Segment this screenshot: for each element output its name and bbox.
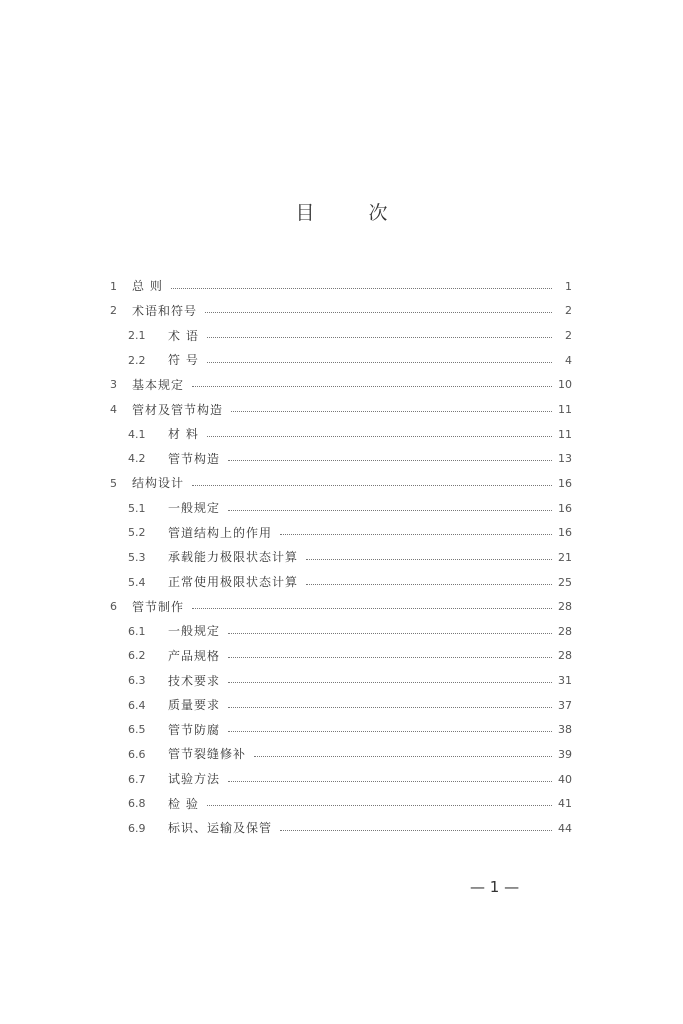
dot-leader: [228, 781, 552, 782]
toc-entry[interactable]: [110, 570, 572, 595]
toc-entry-page: 16: [558, 526, 572, 540]
toc-entry-page: 10: [558, 378, 572, 392]
dot-leader: [254, 756, 552, 757]
toc-entry[interactable]: [110, 299, 572, 324]
toc-entry-page: 1: [565, 279, 572, 293]
toc-entry-page: 16: [558, 501, 572, 515]
toc-entry-page: 40: [558, 772, 572, 786]
dot-leader: [228, 707, 552, 708]
toc-entry[interactable]: [110, 373, 572, 398]
dot-leader: [228, 510, 552, 511]
dot-leader: [207, 337, 552, 338]
toc-entry-number: 5: [110, 476, 117, 490]
toc-entry[interactable]: [110, 446, 572, 471]
toc-entry-label: 符 号: [168, 353, 199, 368]
toc-entry-page: 28: [558, 649, 572, 663]
toc-entry-number: 6.2: [128, 649, 146, 663]
toc-entry-label: 术 语: [168, 328, 199, 343]
page-title: 目 次: [295, 202, 412, 224]
dot-leader: [192, 386, 552, 387]
dot-leader: [192, 485, 552, 486]
dot-leader: [228, 633, 552, 634]
toc-entry[interactable]: [110, 323, 572, 348]
toc-entry-number: 5.4: [128, 575, 146, 589]
toc-entry[interactable]: [110, 718, 572, 743]
toc-entry-page: 13: [558, 452, 572, 466]
toc-entry[interactable]: [110, 545, 572, 570]
toc-entry-label: 检 验: [168, 796, 199, 811]
toc-entry-label: 总 则: [132, 279, 163, 294]
toc-entry-page: 4: [565, 353, 572, 367]
toc-entry[interactable]: [110, 644, 572, 669]
toc-entry-label: 管节防腐: [168, 722, 221, 737]
toc-entry-number: 5.3: [128, 550, 146, 564]
toc-entry-page: 28: [558, 624, 572, 638]
toc-entry-label: 一般规定: [168, 501, 221, 516]
dot-leader: [228, 682, 552, 683]
toc-entry-label: 术语和符号: [132, 303, 198, 318]
toc-entry-number: 2: [110, 304, 117, 318]
dot-leader: [228, 731, 552, 732]
toc-entry[interactable]: [110, 397, 572, 422]
dot-leader: [205, 312, 552, 313]
dot-leader: [306, 584, 552, 585]
toc-entry-number: 5.1: [128, 501, 146, 515]
toc-entry-number: 3: [110, 378, 117, 392]
toc-entry-page: 21: [558, 550, 572, 564]
dot-leader: [192, 608, 552, 609]
toc-entry[interactable]: [110, 791, 572, 816]
toc-entry-label: 试验方法: [168, 772, 221, 787]
toc-entry-number: 1: [110, 279, 117, 293]
dot-leader: [228, 460, 552, 461]
toc-entry[interactable]: [110, 496, 572, 521]
toc-entry-page: 28: [558, 600, 572, 614]
toc-entry[interactable]: [110, 520, 572, 545]
toc-entry-number: 4.1: [128, 427, 146, 441]
toc-entry-page: 2: [565, 329, 572, 343]
toc-entry[interactable]: [110, 594, 572, 619]
toc-entry-page: 2: [565, 304, 572, 318]
toc-entry-number: 6.6: [128, 747, 146, 761]
dot-leader: [280, 534, 552, 535]
toc-entry[interactable]: [110, 767, 572, 792]
toc-entry-page: 37: [558, 698, 572, 712]
toc-entry-label: 管节制作: [132, 599, 185, 614]
toc-entry-number: 4: [110, 403, 117, 417]
toc-entry-page: 38: [558, 723, 572, 737]
toc-entry[interactable]: [110, 619, 572, 644]
toc-entry-number: 6.8: [128, 797, 146, 811]
toc-entry-number: 2.2: [128, 353, 146, 367]
toc-entry-label: 标识、运输及保管: [168, 821, 273, 836]
dot-leader: [306, 559, 552, 560]
dot-leader: [207, 362, 552, 363]
toc-entry-number: 6.5: [128, 723, 146, 737]
toc-entry-number: 6.7: [128, 772, 146, 786]
dot-leader: [207, 805, 552, 806]
toc-entry-number: 2.1: [128, 329, 146, 343]
toc-entry-page: 25: [558, 575, 572, 589]
toc-entry-page: 11: [558, 427, 572, 441]
toc-entry-page: 31: [558, 674, 572, 688]
toc-entry-label: 承载能力极限状态计算: [168, 550, 299, 565]
toc-entry-number: 6.3: [128, 674, 146, 688]
toc-entry-label: 技术要求: [168, 673, 221, 688]
toc-entry-label: 基本规定: [132, 377, 185, 392]
toc-entry-number: 6.9: [128, 821, 146, 835]
toc-entry[interactable]: [110, 742, 572, 767]
toc-entry-label: 正常使用极限状态计算: [168, 575, 299, 589]
toc-entry[interactable]: [110, 668, 572, 693]
dot-leader: [231, 411, 552, 412]
toc-entry-label: 产品规格: [168, 648, 221, 663]
dot-leader: [171, 288, 552, 289]
toc-entry[interactable]: [110, 816, 572, 841]
toc-entry-page: 44: [558, 821, 572, 835]
dot-leader: [207, 436, 552, 437]
toc-entry-label: 质量要求: [168, 698, 221, 713]
toc-entry[interactable]: [110, 471, 572, 496]
dot-leader: [228, 657, 552, 658]
toc-entry-page: 16: [558, 476, 572, 490]
toc-entry-label: 材 料: [168, 427, 199, 442]
toc-entry-number: 6.4: [128, 698, 146, 712]
dot-leader: [280, 830, 552, 831]
table-of-contents: [110, 274, 572, 841]
toc-entry-label: 一般规定: [168, 624, 221, 639]
toc-entry-label: 管材及管节构造: [132, 402, 224, 417]
toc-entry[interactable]: [110, 693, 572, 718]
toc-entry[interactable]: [110, 274, 572, 299]
toc-entry[interactable]: [110, 348, 572, 373]
toc-entry-number: 4.2: [128, 452, 146, 466]
toc-entry-label: 管道结构上的作用: [168, 525, 273, 540]
toc-entry[interactable]: [110, 422, 572, 447]
toc-entry-label: 结构设计: [132, 476, 185, 491]
toc-entry-page: 39: [558, 747, 572, 761]
toc-entry-number: 5.2: [128, 526, 146, 540]
toc-entry-label: 管节构造: [168, 451, 221, 466]
page-number-footer: — 1 —: [470, 878, 520, 896]
toc-entry-number: 6: [110, 600, 117, 614]
toc-entry-page: 41: [558, 797, 572, 811]
toc-entry-number: 6.1: [128, 624, 146, 638]
toc-entry-page: 11: [558, 403, 572, 417]
toc-entry-label: 管节裂缝修补: [168, 747, 247, 762]
